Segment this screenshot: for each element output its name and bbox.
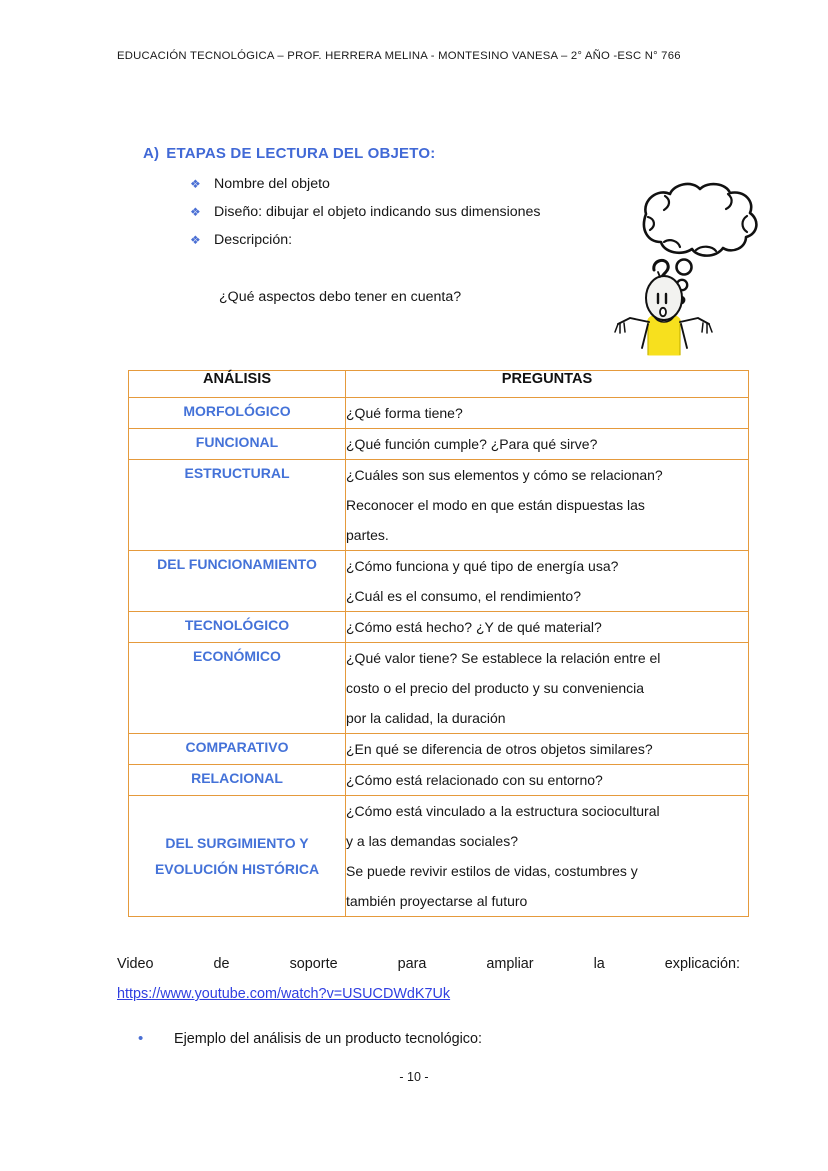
video-support-text: Video de soporte para ampliar la explicación: <box>117 956 740 972</box>
round-bullet-icon: • <box>138 1030 144 1047</box>
category-label-line-1: DEL SURGIMIENTO Y <box>165 835 309 851</box>
list-item-label: Diseño: dibujar el objeto indicando sus dimensiones <box>214 204 541 220</box>
table-row <box>129 643 749 734</box>
page-number: - 10 - <box>399 1070 429 1084</box>
question-cell <box>346 643 749 734</box>
question-line: por la calidad, la duración <box>346 710 506 726</box>
list-item-label: Nombre del objeto <box>214 176 330 192</box>
example-label: Ejemplo del análisis de un producto tecnológico: <box>174 1031 482 1047</box>
question-line: costo o el precio del producto y su conveniencia <box>346 680 645 696</box>
category-label: RELACIONAL <box>129 765 346 796</box>
section-heading <box>143 145 435 162</box>
section-marker: A) <box>143 145 160 162</box>
table-row <box>129 398 749 429</box>
category-label: FUNCIONAL <box>129 429 346 460</box>
question-cell <box>346 796 749 917</box>
question-line: Reconocer el modo en que están dispuestas las <box>346 497 645 513</box>
table-row <box>129 765 749 796</box>
question-line: ¿Qué valor tiene? Se establece la relación entre el <box>346 650 661 666</box>
category-label-line-2: EVOLUCIÓN HISTÓRICA <box>154 861 320 877</box>
table-row <box>129 460 749 551</box>
question-line: ¿Qué función cumple? ¿Para qué sirve? <box>346 436 598 452</box>
question-line: ¿Cómo está vinculado a la estructura sociocultural <box>346 803 660 819</box>
list-item-label: Descripción: <box>214 232 293 248</box>
question-line: también proyectarse al futuro <box>346 893 528 909</box>
table-row <box>129 734 749 765</box>
table-row <box>129 796 749 917</box>
question-line: partes. <box>346 527 389 543</box>
category-label: DEL FUNCIONAMIENTO <box>129 551 346 612</box>
diamond-bullet-icon: ❖ <box>190 177 201 191</box>
column-header-analisis: ANÁLISIS <box>129 371 346 398</box>
column-header-preguntas: PREGUNTAS <box>346 371 749 398</box>
table-header-row <box>129 371 749 398</box>
object-analysis-table <box>128 370 749 917</box>
thinking-person-illustration <box>608 172 768 357</box>
category-label: ESTRUCTURAL <box>129 460 346 551</box>
diamond-bullet-icon: ❖ <box>190 233 201 247</box>
table-row <box>129 612 749 643</box>
question-cell <box>346 551 749 612</box>
question-line: ¿Cuáles son sus elementos y cómo se relacionan? <box>346 467 663 483</box>
question-cell <box>346 460 749 551</box>
question-line: ¿Cómo funciona y qué tipo de energía usa? <box>346 558 619 574</box>
question-line: ¿Qué forma tiene? <box>346 405 463 421</box>
list-item <box>190 202 650 222</box>
table-row <box>129 551 749 612</box>
category-label <box>129 796 346 917</box>
question-line: Se puede revivir estilos de vidas, costumbres y <box>346 863 638 879</box>
category-label: ECONÓMICO <box>129 643 346 734</box>
question-cell <box>346 398 749 429</box>
question-cell <box>346 765 749 796</box>
question-cell <box>346 734 749 765</box>
list-item <box>190 230 650 250</box>
question-line: ¿En qué se diferencia de otros objetos similares? <box>346 741 653 757</box>
running-header: EDUCACIÓN TECNOLÓGICA – PROF. HERRERA MELINA - MONTESINO VANESA – 2° AÑO -ESC N° 766 <box>117 50 681 62</box>
category-label: COMPARATIVO <box>129 734 346 765</box>
example-list-item <box>134 1030 482 1047</box>
question-cell <box>346 429 749 460</box>
table-row <box>129 429 749 460</box>
video-link[interactable]: https://www.youtube.com/watch?v=USUCDWdK7Uk <box>117 986 451 1002</box>
question-cell <box>346 612 749 643</box>
list-item <box>190 174 650 194</box>
question-line: ¿Cuál es el consumo, el rendimiento? <box>346 588 582 604</box>
question-line: y a las demandas sociales? <box>346 833 518 849</box>
category-label: MORFOLÓGICO <box>129 398 346 429</box>
category-label: TECNOLÓGICO <box>129 612 346 643</box>
section-title: ETAPAS DE LECTURA DEL OBJETO: <box>166 145 436 162</box>
question-line: ¿Cómo está hecho? ¿Y de qué material? <box>346 619 602 635</box>
question-line: ¿Cómo está relacionado con su entorno? <box>346 772 603 788</box>
stage-bullet-list <box>190 174 650 258</box>
reflection-question: ¿Qué aspectos debo tener en cuenta? <box>219 289 462 305</box>
diamond-bullet-icon: ❖ <box>190 205 201 219</box>
